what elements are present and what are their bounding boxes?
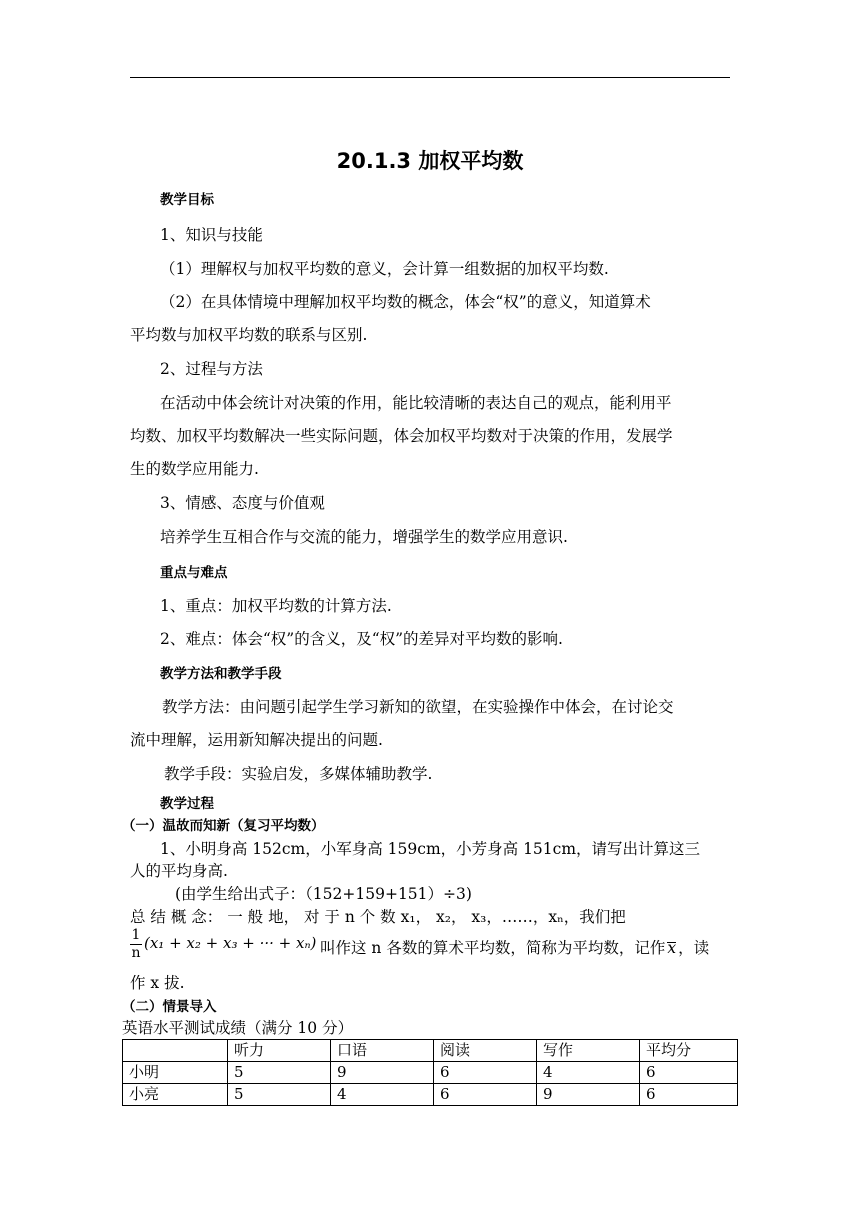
table-cell: 6 — [640, 1062, 738, 1084]
section-heading-goals: 教学目标 — [160, 192, 214, 208]
x-bar-reading: 作 x 拔. — [130, 974, 185, 992]
header-cell: 听力 — [228, 1040, 331, 1062]
table-caption: 英语水平测试成绩（满分 10 分） — [122, 1019, 354, 1037]
key-point-2: 2、难点：体会“权”的含义，及“权”的差异对平均数的影响. — [160, 630, 563, 648]
goal-3a: 培养学生互相合作与交流的能力，增强学生的数学应用意识. — [160, 528, 568, 546]
table-cell: 5 — [228, 1084, 331, 1106]
part-1-heading: （一）温故而知新（复习平均数） — [122, 818, 325, 834]
formula-description — [320, 936, 709, 958]
table-cell: 9 — [331, 1062, 434, 1084]
method-means: 教学手段：实验启发，多媒体辅助教学. — [164, 765, 433, 783]
method-line2: 流中理解，运用新知解决提出的问题. — [130, 731, 383, 749]
table-cell: 4 — [331, 1084, 434, 1106]
goal-2a-line2: 均数、加权平均数解决一些实际问题，体会加权平均数对于决策的作用，发展学 — [130, 427, 673, 445]
goal-1b-line1: （2）在具体情境中理解加权平均数的概念，体会“权”的意义，知道算术 — [160, 293, 651, 311]
formula-text-b: ，读 — [678, 939, 710, 957]
goal-1b-line2: 平均数与加权平均数的联系与区别. — [130, 326, 368, 344]
method-line1: 教学方法：由问题引起学生学习新知的欲望，在实验操作中体会，在讨论交 — [162, 698, 674, 716]
formula-text-a: 叫作这 n 各数的算术平均数，简称为平均数，记作 — [320, 939, 666, 957]
table-cell: 小明 — [123, 1062, 228, 1084]
header-cell: 阅读 — [434, 1040, 537, 1062]
header-cell — [123, 1040, 228, 1062]
fraction-numerator: 1 — [131, 927, 141, 943]
goal-1a: （1）理解权与加权平均数的意义，会计算一组数据的加权平均数. — [160, 260, 609, 278]
table-header-row — [123, 1040, 738, 1062]
header-rule — [130, 77, 730, 78]
section-heading-process: 教学过程 — [160, 796, 214, 812]
mean-formula — [130, 928, 730, 964]
table-cell: 6 — [434, 1062, 537, 1084]
section-heading-methods: 教学方法和教学手段 — [160, 666, 282, 682]
goal-2: 2、过程与方法 — [160, 360, 263, 378]
table-cell: 小亮 — [123, 1084, 228, 1106]
key-point-1: 1、重点：加权平均数的计算方法. — [160, 597, 392, 615]
table-cell: 9 — [537, 1084, 640, 1106]
table-row — [123, 1084, 738, 1106]
goal-2a-line1: 在活动中体会统计对决策的作用，能比较清晰的表达自己的观点，能利用平 — [160, 394, 672, 412]
header-cell: 口语 — [331, 1040, 434, 1062]
goal-3: 3、情感、态度与价值观 — [160, 494, 325, 512]
question-1-hint: (由学生给出式子：（152+159+151）÷3) — [175, 885, 472, 903]
question-1-line1: 1、小明身高 152cm，小军身高 159cm，小芳身高 151cm，请写出计算这三 — [160, 840, 701, 858]
header-cell: 写作 — [537, 1040, 640, 1062]
page-title: 20.1.3 加权平均数 — [336, 149, 524, 173]
x-bar-symbol: x — [667, 939, 677, 957]
table-row — [123, 1062, 738, 1084]
formula-fraction — [130, 928, 142, 961]
summary-line: 总 结 概 念： 一 般 地， 对 于 n 个 数 x₁， x₂， x₃，……，xₙ，我们把 — [130, 908, 626, 926]
formula-sum-expression: (x₁ + x₂ + x₃ + ··· + xₙ) — [144, 934, 317, 952]
question-1-line2: 人的平均身高. — [130, 862, 228, 880]
goal-2a-line3: 生的数学应用能力. — [130, 460, 259, 478]
fraction-denominator: n — [131, 945, 141, 961]
score-table — [122, 1039, 738, 1106]
table-cell: 4 — [537, 1062, 640, 1084]
header-cell: 平均分 — [640, 1040, 738, 1062]
part-2-heading: （二）情景导入 — [122, 999, 217, 1015]
table-cell: 5 — [228, 1062, 331, 1084]
section-heading-key-points: 重点与难点 — [160, 565, 228, 581]
table-cell: 6 — [640, 1084, 738, 1106]
goal-1: 1、知识与技能 — [160, 226, 263, 244]
table-cell: 6 — [434, 1084, 537, 1106]
